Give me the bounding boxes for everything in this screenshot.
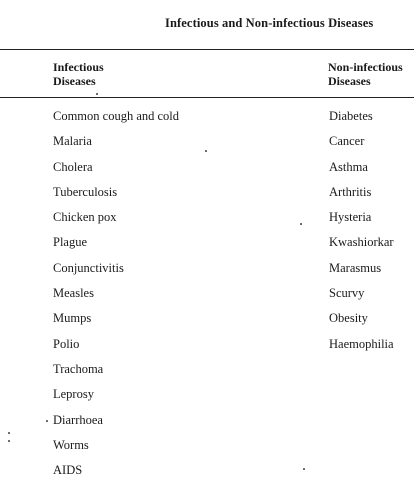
list-item: Chicken pox <box>53 210 117 225</box>
list-item: Arthritis <box>329 184 372 199</box>
non-infectious-header-line-2: Diseases <box>328 74 371 88</box>
list-item: Tuberculosis <box>53 184 118 199</box>
non-infectious-diseases-list <box>329 109 394 362</box>
list-item: Malaria <box>53 134 92 149</box>
list-item: Worms <box>53 437 89 452</box>
list-item: Leprosy <box>53 387 94 402</box>
list-item: Common cough and cold <box>53 109 180 123</box>
list-item: Obesity <box>329 311 368 326</box>
list-item: Kwashiorkar <box>329 235 394 250</box>
list-item: Asthma <box>329 159 368 174</box>
infectious-header-line-1: Infectious <box>53 60 104 74</box>
list-item: Measles <box>53 286 94 301</box>
scan-speck <box>205 150 207 152</box>
non-infectious-header-line-1: Non-infectious <box>328 60 403 74</box>
list-item: Polio <box>53 336 80 351</box>
list-item: Cholera <box>53 159 93 174</box>
list-item: Conjunctivitis <box>53 260 124 275</box>
infectious-column-header <box>53 60 104 88</box>
scan-speck <box>303 468 305 470</box>
list-item: Marasmus <box>329 260 382 275</box>
scan-speck <box>300 223 302 225</box>
list-item: Diarrhoea <box>53 412 103 427</box>
list-item: Diabetes <box>329 109 373 123</box>
list-item: Plague <box>53 235 88 250</box>
list-item: Hysteria <box>329 210 372 225</box>
list-item: Haemophilia <box>329 336 394 351</box>
scan-speck <box>8 440 10 442</box>
list-item: AIDS <box>53 463 83 478</box>
scan-speck <box>96 93 98 95</box>
scan-speck <box>46 420 48 422</box>
header-rule <box>0 97 414 98</box>
non-infectious-column-header <box>328 60 403 88</box>
top-rule <box>0 49 414 50</box>
list-item: Mumps <box>53 311 92 326</box>
infectious-header-line-2: Diseases <box>53 74 96 88</box>
scan-speck <box>8 432 10 434</box>
table-title: Infectious and Non-infectious Diseases <box>165 16 374 30</box>
list-item: Cancer <box>329 134 365 149</box>
list-item: Scurvy <box>329 286 365 301</box>
infectious-diseases-list <box>53 109 179 488</box>
list-item: Trachoma <box>53 361 104 376</box>
